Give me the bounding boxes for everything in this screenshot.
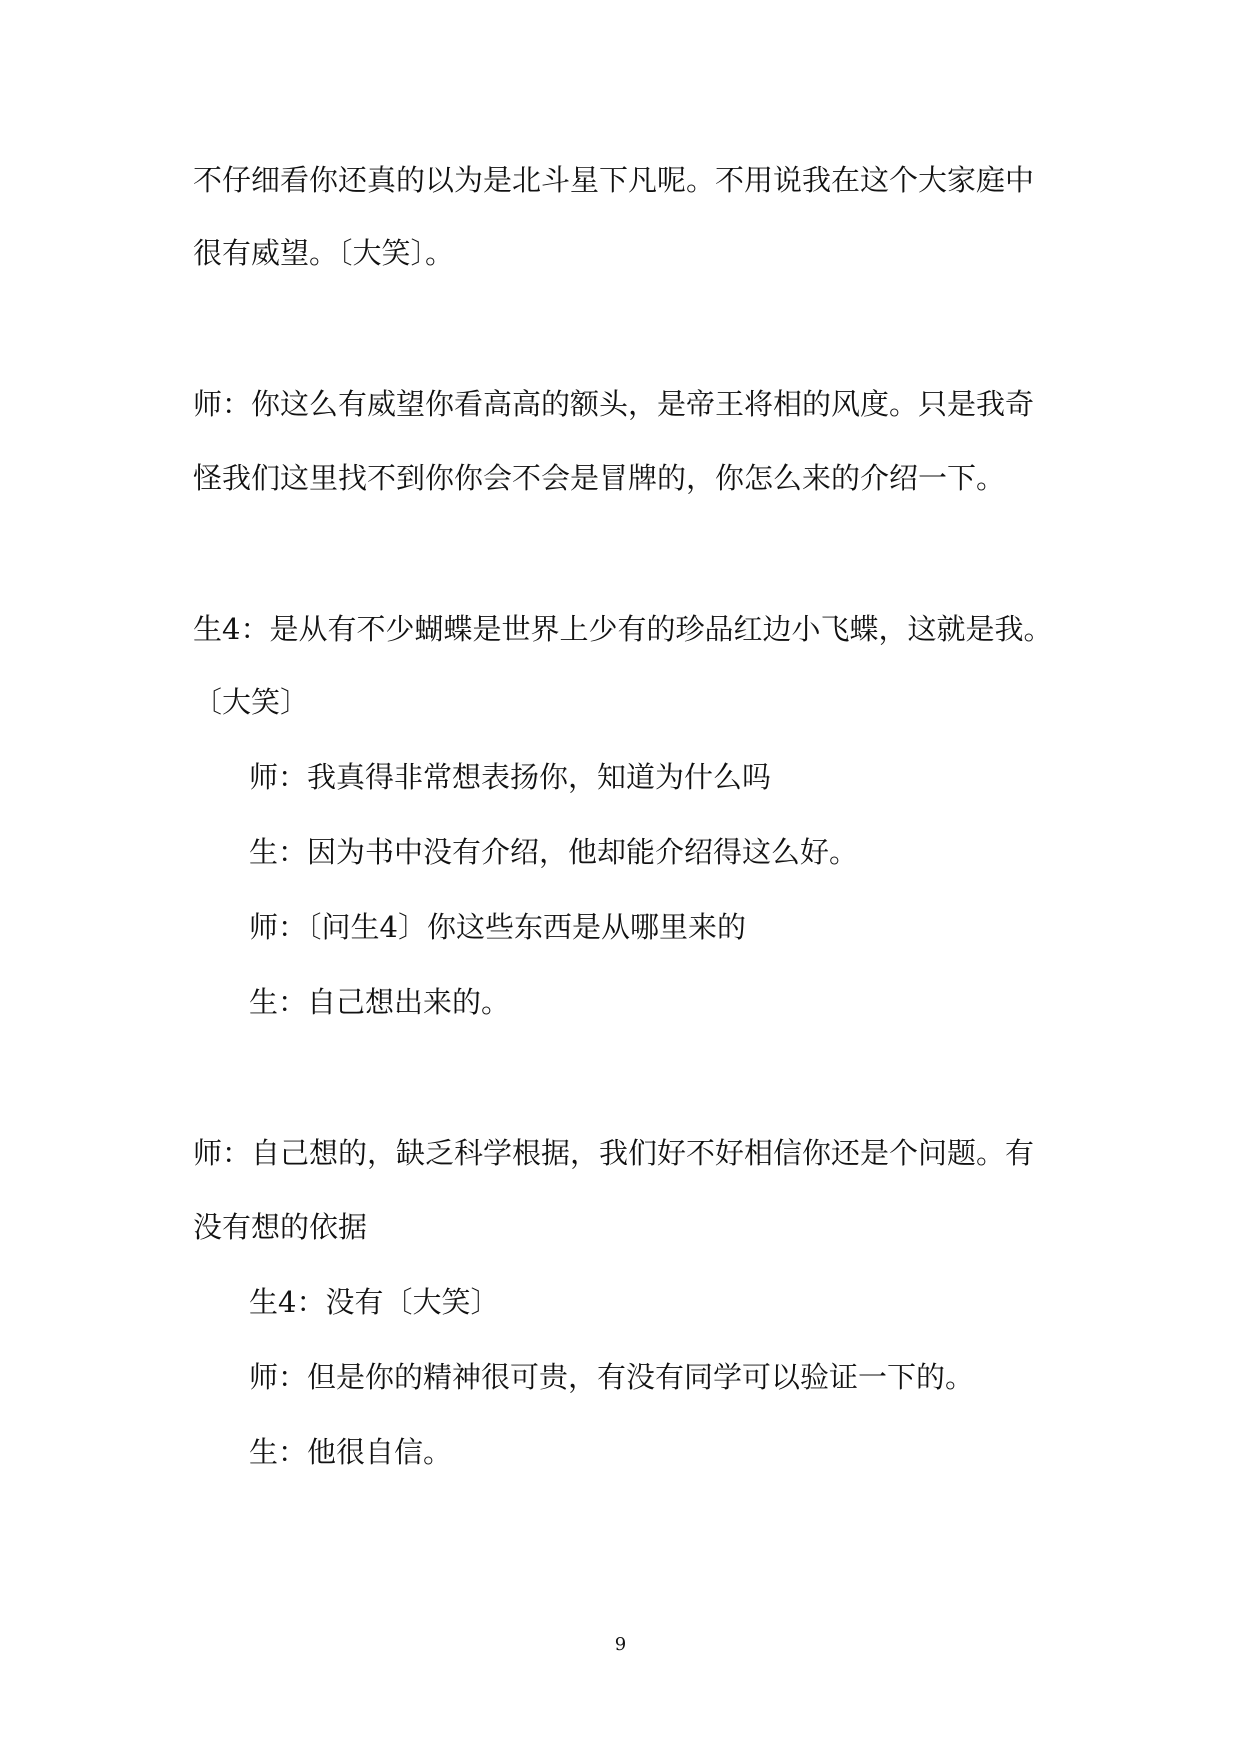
text-line: 师：但是你的精神很可贵，有没有同学可以验证一下的。 [249,1360,975,1394]
text-line: 怪我们这里找不到你你会不会是冒牌的，你怎么来的介绍一下。 [193,461,1006,495]
text-line: 很有威望。〔大笑〕。 [193,236,455,270]
text-line: 师：自己想的，缺乏科学根据，我们好不好相信你还是个问题。有 [193,1136,1035,1170]
text-line: 生：他很自信。 [249,1435,453,1469]
text-line: 生4：是从有不少蝴蝶是世界上少有的珍品红边小飞蝶，这就是我。 [193,612,1053,646]
text-line: 没有想的依据 [193,1210,368,1244]
text-line: 师：你这么有威望你看高高的额头，是帝王将相的风度。只是我奇 [193,387,1035,421]
text-line: 师：〔问生4〕你这些东西是从哪里来的 [249,910,746,944]
text-line: 生：自己想出来的。 [249,985,511,1019]
text-line: 不仔细看你还真的以为是北斗星下凡呢。不用说我在这个大家庭中 [193,163,1035,197]
page-number: 9 [614,1634,627,1655]
text-line: 生4：没有〔大笑〕 [249,1285,500,1319]
text-line: 师：我真得非常想表扬你，知道为什么吗 [249,760,772,794]
text-line: 生：因为书中没有介绍，他却能介绍得这么好。 [249,835,859,869]
text-line: 〔大笑〕 [193,685,310,719]
